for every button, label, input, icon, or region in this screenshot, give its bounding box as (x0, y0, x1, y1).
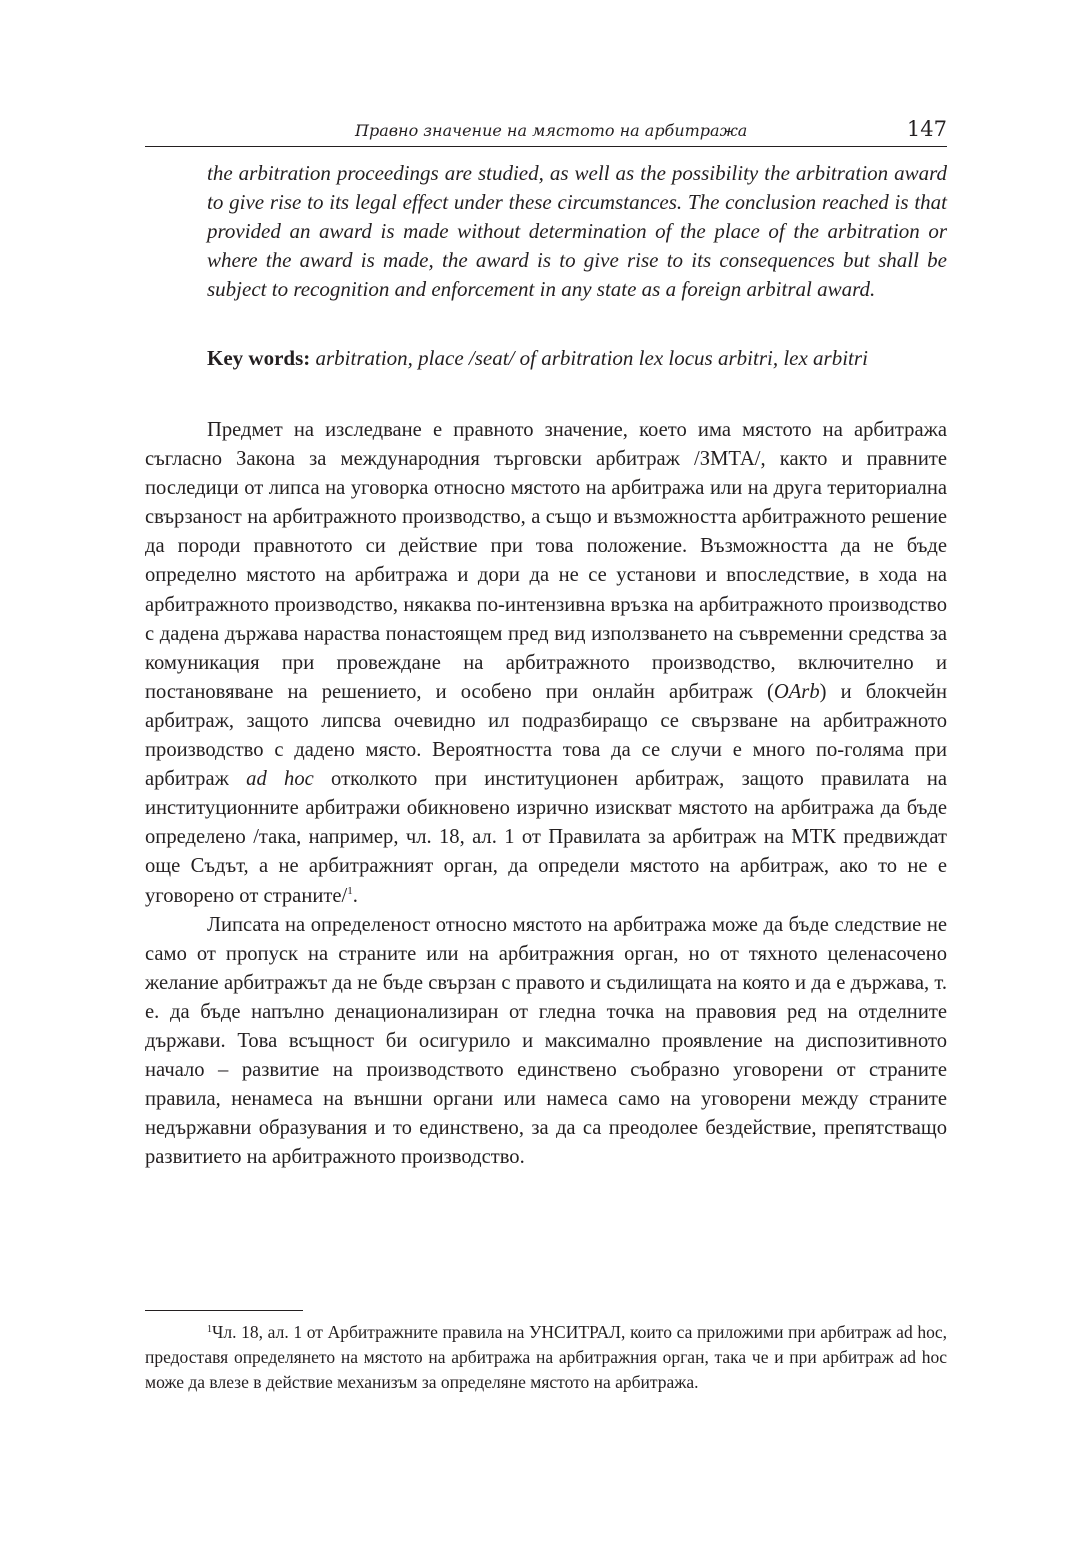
paragraph-1-part-2: ) и блокчейн арбитраж, защото липсва очевидно ил подразбиращо се свързване на арбитражното производство с дадено място. Вероятността това да се случи е много по-голяма при арбитраж (145, 680, 947, 791)
footnote-marker: 1 (207, 1324, 212, 1335)
running-title: Правно значение на мястото на арбитража (355, 121, 748, 140)
paragraph-1 (145, 416, 947, 911)
body-text (145, 416, 947, 1172)
paragraph-1-part-3: отколкото при институционен арбитраж, защото правилата на институционните арбитражи обикновено изрично изискват мястото на арбитража да бъде определено /така, например, чл. 18, ал. 1 от Правилата за арбитраж на МТК предвиждат още Съдът, а не арбитражният орган, да определи мястото на арбитраж, ако то не е уговорено от страните/ (145, 768, 947, 907)
paragraph-2: Липсата на определеност относно мястото на арбитража може да бъде следствие не само от пропуск на страните или на арбитражния орган, но от тяхното целенасочено желание арбитражът да не бъде свързан с правото и съдилищата на която и да е държава, т. е. да бъде напълно денационализиран от гледна точка на правовия ред на отделните държави. Това всъщност би осигурило и максимално проявление на диспозитивното начало – развитие на производството единствено съобразно уговорени от страните правила, ненамеса на външни органи или намеса само на уговорени между страните недържавни образувания и то единствено, за да са преодолее бездействие, препятстващо развитието на арбитражното производство. (145, 913, 947, 1169)
footnote-text: Чл. 18, ал. 1 от Арбитражните правила на УНСИТРАЛ, които са приложими при арбитраж ad hoc, предоставя определянето на мястото на арбитража на арбитражния орган, така че и при арбитраж ad hoc може да влезе в действие механизъм за определяне мястото на арбитража. (145, 1322, 947, 1392)
paragraph-1-part-1: Предмет на изследване е правното значение, което има мястото на арбитража съгласно Закона за международния търговски арбитраж /ЗМТА/, както и правните последици от липса на уговорка относно мястото на арбитража или на друга териториална свързаност на арбитражното производство, а също и възможността арбитражното решение да породи правнотото си действие при това положение. Възможността да не бъде определно мястото на арбитража и дори да не се установи и впоследствие, в хода на арбитражното производство, някаква по-интензивна връзка на арбитражното производство с дадена държава нараства понастоящем пред вид използването на съвременни средства за комуникация при провеждане на арбитражното производство, включително и постановяване на решението, и особено при онлайн арбитраж ( (145, 419, 947, 703)
footnote (145, 1320, 947, 1395)
paragraph-1-end: . (352, 884, 358, 907)
oarb-term: OArb (773, 680, 820, 703)
keywords-text: arbitration, place /seat/ of arbitration lex locus arbitri, lex arbitri (315, 346, 868, 370)
abstract-text: the arbitration proceedings are studied, as well as the possibility the arbitration award to give rise to its legal effect under these circumstances. The conclusion reached is that provided an award is made without determination of the place of the arbitration or where the award is made, the award is to give rise to its consequences but shall be subject to recognition and enforcement in any state as a foreign arbitral award. (207, 161, 947, 301)
ad-hoc-term: ad hoc (246, 768, 314, 791)
running-header (145, 116, 947, 147)
page-number: 147 (906, 117, 947, 141)
footnote-reference[interactable]: 1 (347, 884, 353, 897)
footnote-divider (145, 1310, 303, 1311)
keywords (207, 344, 947, 373)
keywords-label: Key words: (207, 346, 311, 370)
